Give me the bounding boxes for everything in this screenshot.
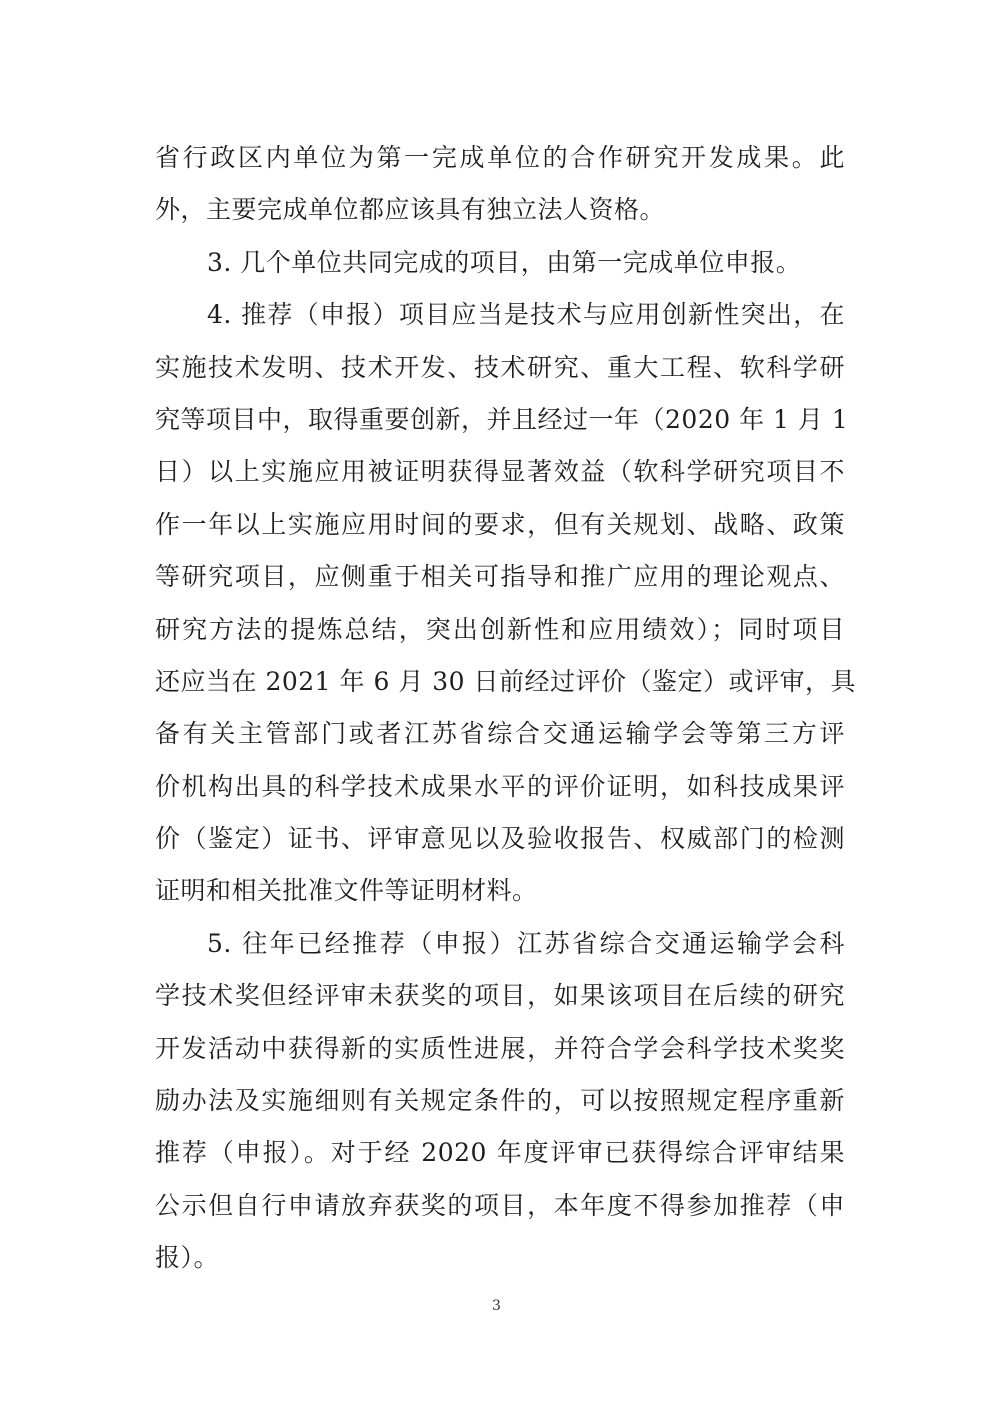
text-line: 还应当在 2021 年 6 月 30 日前经过评价（鉴定）或评审，具 [155,666,857,696]
page-number: 3 [492,1298,501,1314]
body-text [155,132,857,1285]
text-line: 学技术奖但经评审未获奖的项目，如果该项目在后续的研究 [155,981,845,1011]
text-line: 励办法及实施细则有关规定条件的，可以按照规定程序重新 [155,1086,845,1116]
text-line: 备有关主管部门或者江苏省综合交通运输学会等第三方评 [155,719,845,749]
text-line: 5. 往年已经推荐（申报）江苏省综合交通运输学会科 [207,928,845,958]
text-line: 价机构出具的科学技术成果水平的评价证明，如科技成果评 [155,771,845,801]
text-line: 报）。 [155,1243,220,1273]
text-line: 外，主要完成单位都应该具有独立法人资格。 [155,195,666,225]
text-line: 3. 几个单位共同完成的项目，由第一完成单位申报。 [207,247,802,277]
text-line: 究等项目中，取得重要创新，并且经过一年（2020 年 1 月 1 [155,404,849,434]
text-line: 省行政区内单位为第一完成单位的合作研究开发成果。此 [155,143,845,172]
text-line: 研究方法的提炼总结，突出创新性和应用绩效）；同时项目 [155,614,845,644]
text-line: 价（鉴定）证书、评审意见以及验收报告、权威部门的检测 [155,824,845,854]
text-line: 实施技术发明、技术开发、技术研究、重大工程、软科学研 [155,352,845,382]
text-line: 4. 推荐（申报）项目应当是技术与应用创新性突出，在 [207,300,845,330]
text-line: 作一年以上实施应用时间的要求，但有关规划、战略、政策 [155,509,845,539]
text-line: 公示但自行申请放弃获奖的项目，本年度不得参加推荐（申 [155,1190,845,1220]
text-line: 日）以上实施应用被证明获得显著效益（软科学研究项目不 [155,457,845,487]
text-line: 等研究项目，应侧重于相关可指导和推广应用的理论观点、 [155,562,845,592]
text-line: 证明和相关批准文件等证明材料。 [155,876,538,906]
text-line: 推荐（申报）。对于经 2020 年度评审已获得综合评审结果 [155,1138,845,1168]
text-line: 开发活动中获得新的实质性进展，并符合学会科学技术奖奖 [155,1033,845,1063]
